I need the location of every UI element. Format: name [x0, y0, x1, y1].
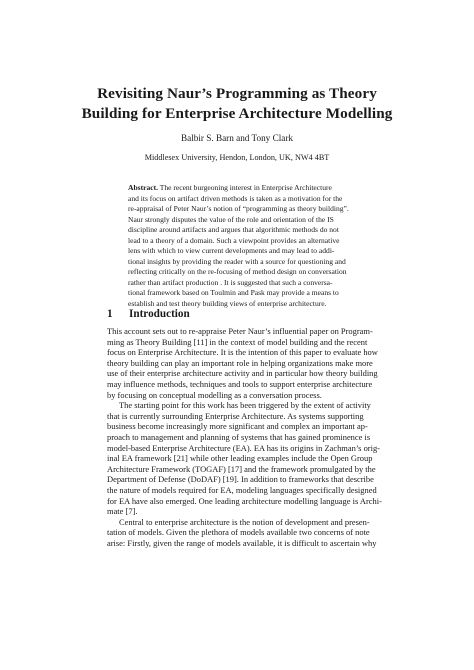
- title-line: Building for Enterprise Architecture Modelling: [81, 105, 393, 122]
- abstract-line: Naur strongly disputes the value of the role and orientation of the IS: [128, 214, 334, 224]
- body-line: mate [7].: [107, 506, 138, 517]
- abstract-line: and its focus on artifact driven methods is taken as a motivation for the: [128, 193, 343, 203]
- body-line: Central to enterprise architecture is the notion of development and presen-: [119, 516, 370, 527]
- paper-title: [60, 84, 414, 124]
- body-line: Department of Defense (DoDAF) [19]. In addition to frameworks that describe: [107, 474, 374, 485]
- title-line: Revisiting Naur’s Programming as Theory: [97, 85, 377, 102]
- abstract: [128, 183, 352, 309]
- body-text: [107, 326, 382, 548]
- body-line: tation of models. Given the plethora of models available two concerns of note: [107, 527, 370, 538]
- body-line: inal EA framework [21] while other leading examples include the Open Group: [107, 453, 373, 464]
- body-line: by focusing on conceptual modelling as a conversation process.: [107, 389, 322, 400]
- abstract-line: rather than artifact production . It is suggested that such a conversa-: [128, 277, 333, 287]
- body-line: for EA have also emerged. One leading architecture modelling language is Archi-: [107, 495, 382, 506]
- section-number: 1: [107, 308, 113, 320]
- body-line: focus on Enterprise Architecture. It is the intention of this paper to evaluate how: [107, 347, 378, 358]
- body-line: that is currently surrounding Enterprise Architecture. As systems supporting: [107, 410, 364, 421]
- abstract-line: lead to a theory of a domain. Such a viewpoint provides an alternative: [128, 235, 340, 245]
- abstract-line-text: The recent burgeoning interest in Enterprise Architecture: [157, 183, 332, 192]
- body-line: Architecture Framework (TOGAF) [17] and the framework promulgated by the: [107, 463, 376, 474]
- body-line: arise: Firstly, given the range of models available, it is difficult to ascertain why: [107, 537, 377, 548]
- body-line: business become increasingly more significant and complex an important ap-: [107, 421, 368, 432]
- abstract-line: tional framework based on Toulmin and Pask may provide a means to: [128, 288, 339, 297]
- abstract-label: Abstract.: [128, 183, 158, 192]
- body-line: model-based Enterprise Architecture (EA). EA has its origins in Zachman’s orig-: [107, 442, 380, 453]
- affiliation: Middlesex University, Hendon, London, UK, NW4 4BT: [144, 153, 330, 162]
- abstract-line: establish and test theory building views of enterprise architecture.: [128, 298, 327, 308]
- body-line: The starting point for this work has been triggered by the extent of activity: [119, 400, 371, 411]
- author-list: Balbir S. Barn and Tony Clark: [181, 133, 293, 143]
- body-line: the nature of models required for EA, modeling languages specifically designed: [107, 484, 377, 495]
- body-line: ming as Theory Building [11] in the context of model building and the recent: [107, 336, 368, 347]
- abstract-line: tional insights by providing the reader with a source for questioning and: [128, 256, 346, 266]
- section-heading: [107, 308, 190, 320]
- abstract-line: re-appraisal of Peter Naur’s notion of “programming as theory building”.: [128, 204, 349, 213]
- body-line: This account sets out to re-appraise Peter Naur’s influential paper on Program-: [107, 326, 373, 336]
- body-line: proach to management and planning of systems that has gained prominence is: [107, 431, 371, 442]
- abstract-line: lens with which to view current developments and may lead to addi-: [128, 246, 335, 255]
- section-title: Introduction: [129, 308, 190, 320]
- body-line: may influence methods, techniques and tools to support enterprise architecture: [107, 378, 373, 389]
- body-line: theory building can play an important role in helping organizations make more: [107, 357, 373, 368]
- body-line: use of their enterprise architecture activity and in particular how theory building: [107, 368, 378, 379]
- abstract-line: reflecting critically on the re-focusing of method design on conversation: [128, 267, 347, 276]
- abstract-line: discipline around artifacts and argues that algorithmic methods do not: [128, 225, 339, 234]
- abstract-line: [128, 183, 352, 194]
